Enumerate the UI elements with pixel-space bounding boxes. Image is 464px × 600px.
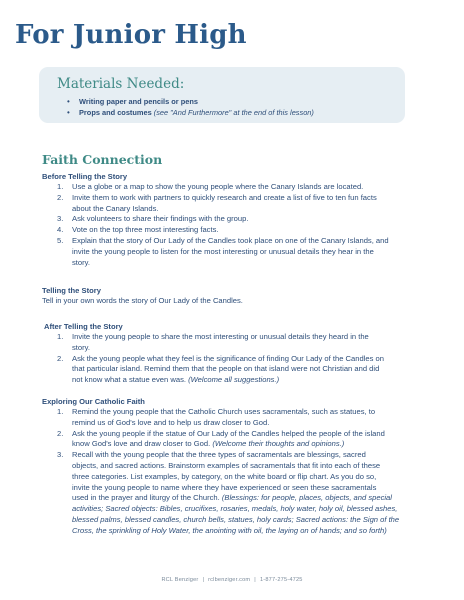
telling-heading: Telling the Story xyxy=(42,286,101,295)
materials-list xyxy=(67,96,314,118)
page-title: For Junior High xyxy=(15,20,247,50)
list-item: 1. Invite the young people to share the most interesting or unusual details they heard in the story. xyxy=(57,332,369,352)
bullet-icon: • xyxy=(67,108,70,117)
list-item: 3. Ask volunteers to share their findings with the group. xyxy=(57,214,249,224)
exploring-heading: Exploring Our Catholic Faith xyxy=(42,397,145,406)
page-footer xyxy=(0,577,464,583)
list-item: 2. Ask the young people if the statue of Our Lady of the Candles helped the people of the island know God's love and draw closer to God. (Welcome their thoughts and opinions.) xyxy=(57,428,385,449)
list-item: 5. Explain that the story of Our Lady of the Candles took place on one of the Canary Islands, and invite the young people to listen for the most interesting or unusual details they hear in the story. xyxy=(57,235,389,267)
bullet-icon: • xyxy=(67,97,70,106)
materials-item: • Props and costumes (see "And Furthermore" at the end of this lesson) xyxy=(67,108,314,117)
footer-phone: 1-877-275-4725 xyxy=(259,577,303,583)
materials-heading: Materials Needed: xyxy=(57,76,185,92)
footer-publisher: RCL Benziger xyxy=(161,577,199,583)
list-item: 1. Use a globe or a map to show the young people where the Canary Islands are located. xyxy=(57,182,364,191)
before-telling-steps xyxy=(57,182,389,268)
materials-item: • Writing paper and pencils or pens xyxy=(67,97,198,106)
footer-separator: | xyxy=(202,577,205,583)
before-telling-heading: Before Telling the Story xyxy=(42,172,128,181)
list-item: 1. Remind the young people that the Catholic Church uses sacramentals, such as statues, to remind us of God's love and to help us draw closer to God. xyxy=(57,407,376,427)
list-item: 3. Recall with the young people that the three types of sacramentals are blessings, sacred objects, and sacred actions. Brainstorm examples of sacramentals that fit into each of these three categories. List examples, by category, on the white board or flip chart. As you do so, invite the young people to name where they have experienced or seen these sacramentals used in the prayer and liturgy of the Church. (Blessings: for people, places, objects, and special activities; Sacred objects: Bibles, crucifixes, rosaries, medals, holy water, holy oil, blessed ashes, blessed palms, blessed candles, church bells, statues, holy cards; Sacred actions: the Sign of the Cross, the sprinkling of Holy Water, the anointing with oil, the laying on of hands; and so forth) xyxy=(57,450,400,535)
list-item: 2. Invite them to work with partners to quickly research and create a list of five to ten fun facts about the Canary Islands. xyxy=(57,192,377,213)
telling-text: Tell in your own words the story of Our Lady of the Candles. xyxy=(42,296,243,305)
footer-separator: | xyxy=(254,577,256,583)
faith-connection-heading: Faith Connection xyxy=(42,152,163,167)
after-telling-heading: After Telling the Story xyxy=(44,322,123,331)
list-item: 2. Ask the young people what they feel is the significance of finding Our Lady of the Candles on that particular island. Remind them that the people on that island were not Christian and did not know what a statue even was. (Welcome all suggestions.) xyxy=(57,353,384,385)
footer-website: rclbenziger.com xyxy=(208,577,251,583)
materials-box xyxy=(39,67,405,123)
after-telling-steps xyxy=(57,332,384,386)
list-item: 4. Vote on the top three most interesting facts. xyxy=(57,225,219,235)
exploring-steps xyxy=(57,407,399,537)
